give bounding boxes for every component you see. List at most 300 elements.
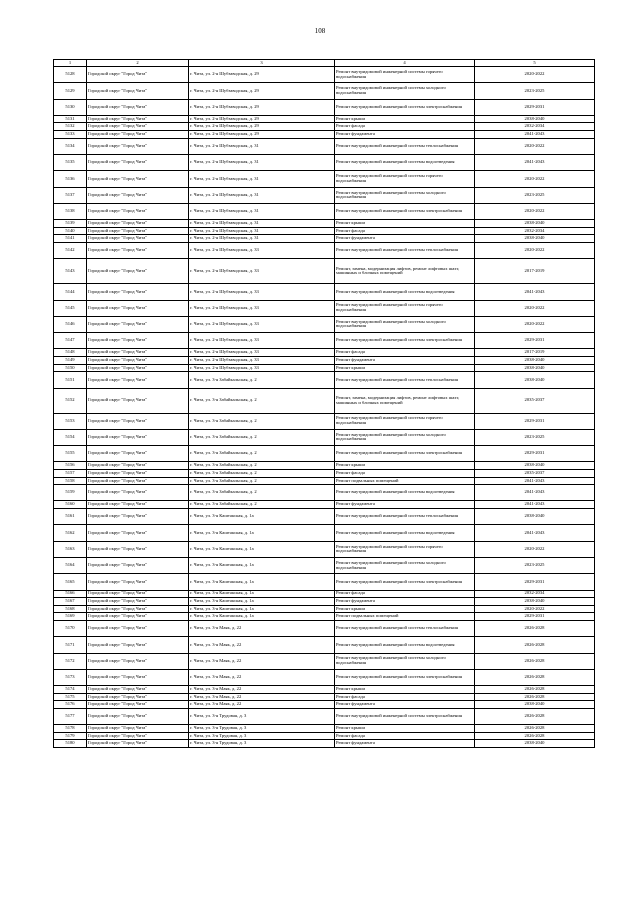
row-number-cell: 5178 — [54, 725, 87, 733]
municipality-cell: Городской округ "Город Чита" — [87, 316, 189, 332]
table-row — [54, 364, 595, 372]
municipality-cell: Городской округ "Город Чита" — [87, 333, 189, 349]
period-cell: 2038-2040 — [475, 372, 595, 388]
municipality-cell: Городской округ "Город Чита" — [87, 605, 189, 613]
period-cell: 2026-2028 — [475, 669, 595, 685]
municipality-cell: Городской округ "Город Чита" — [87, 590, 189, 598]
page-number: 108 — [314, 27, 326, 35]
municipality-cell: Городской округ "Город Чита" — [87, 357, 189, 365]
work-type-cell: Ремонт внутридомовой инженерной системы холодного водоснабжения — [335, 653, 475, 669]
period-cell: 2041-2043 — [475, 131, 595, 139]
period-cell: 2026-2028 — [475, 637, 595, 653]
period-cell: 2038-2040 — [475, 740, 595, 748]
address-cell: г. Чита, ул. 2-я Шубзаводская, д. 31 — [189, 220, 335, 228]
municipality-cell: Городской округ "Город Чита" — [87, 446, 189, 462]
address-cell: г. Чита, ул. 3-я Забайкальская, д. 2 — [189, 446, 335, 462]
address-cell: г. Чита, ул. 2-я Шубзаводская, д. 31 — [189, 187, 335, 203]
work-type-cell: Ремонт внутридомовой инженерной системы электроснабжения — [335, 99, 475, 115]
row-number-cell: 5147 — [54, 333, 87, 349]
row-number-cell: 5131 — [54, 115, 87, 123]
work-type-cell: Ремонт внутридомовой инженерной системы горячего водоснабжения — [335, 67, 475, 83]
period-cell: 2023-2025 — [475, 83, 595, 99]
work-type-cell: Ремонт крыши — [335, 115, 475, 123]
table-row — [54, 469, 595, 477]
municipality-cell: Городской округ "Город Чита" — [87, 154, 189, 170]
period-cell: 2038-2040 — [475, 235, 595, 243]
row-number-cell: 5161 — [54, 509, 87, 525]
municipality-cell: Городской округ "Город Чита" — [87, 669, 189, 685]
table-body — [54, 60, 595, 748]
table-row — [54, 413, 595, 429]
address-cell: г. Чита, ул. 2-я Шубзаводская, д. 33 — [189, 242, 335, 258]
table-row — [54, 333, 595, 349]
period-cell: 2029-2031 — [475, 413, 595, 429]
municipality-cell: Городской округ "Город Чита" — [87, 701, 189, 709]
address-cell: г. Чита, ул. 2-я Шубзаводская, д. 31 — [189, 138, 335, 154]
work-type-cell: Ремонт фундамента — [335, 701, 475, 709]
table-row — [54, 349, 595, 357]
row-number-cell: 5151 — [54, 372, 87, 388]
period-cell: 2029-2031 — [475, 333, 595, 349]
table-row — [54, 316, 595, 332]
municipality-cell: Городской округ "Город Чита" — [87, 509, 189, 525]
row-number-cell: 5139 — [54, 220, 87, 228]
table-row — [54, 99, 595, 115]
table-row — [54, 357, 595, 365]
work-type-cell: Ремонт фасада — [335, 732, 475, 740]
work-type-cell: Ремонт фундамента — [335, 501, 475, 509]
address-cell: г. Чита, ул. 3-я Каштакская, д. 1а — [189, 509, 335, 525]
period-cell: 2032-2034 — [475, 123, 595, 131]
row-number-cell: 5153 — [54, 413, 87, 429]
work-type-cell: Ремонт фасада — [335, 349, 475, 357]
municipality-cell: Городской округ "Город Чита" — [87, 429, 189, 445]
municipality-cell: Городской округ "Город Чита" — [87, 187, 189, 203]
address-cell: г. Чита, ул. 3-я Трудовая, д. 3 — [189, 725, 335, 733]
municipality-cell: Городской округ "Город Чита" — [87, 637, 189, 653]
period-cell: 2020-2022 — [475, 605, 595, 613]
address-cell: г. Чита, ул. 3-я Маяк, д. 22 — [189, 637, 335, 653]
row-number-cell: 5149 — [54, 357, 87, 365]
work-type-cell: Ремонт внутридомовой инженерной системы электроснабжения — [335, 203, 475, 219]
header-cell: 5 — [475, 60, 595, 67]
table-row — [54, 598, 595, 606]
header-cell: 4 — [335, 60, 475, 67]
period-cell: 2020-2022 — [475, 203, 595, 219]
row-number-cell: 5170 — [54, 620, 87, 636]
table-row — [54, 477, 595, 485]
row-number-cell: 5172 — [54, 653, 87, 669]
work-type-cell: Ремонт, замена, модернизация лифтов, ремонт лифтовых шахт, машинных и блочных помещений — [335, 388, 475, 413]
address-cell: г. Чита, ул. 3-я Каштакская, д. 1а — [189, 525, 335, 541]
row-number-cell: 5154 — [54, 429, 87, 445]
address-cell: г. Чита, ул. 3-я Маяк, д. 22 — [189, 701, 335, 709]
address-cell: г. Чита, ул. 3-я Каштакская, д. 1а — [189, 613, 335, 621]
table-row — [54, 686, 595, 694]
municipality-cell: Городской округ "Город Чита" — [87, 686, 189, 694]
period-cell: 2020-2022 — [475, 171, 595, 187]
period-cell: 2026-2028 — [475, 725, 595, 733]
row-number-cell: 5135 — [54, 154, 87, 170]
table-row — [54, 485, 595, 501]
row-number-cell: 5166 — [54, 590, 87, 598]
address-cell: г. Чита, ул. 2-я Шубзаводская, д. 29 — [189, 67, 335, 83]
period-cell: 2038-2040 — [475, 357, 595, 365]
municipality-cell: Городской округ "Город Чита" — [87, 300, 189, 316]
table-row — [54, 693, 595, 701]
period-cell: 2029-2031 — [475, 574, 595, 590]
municipality-cell: Городской округ "Город Чита" — [87, 372, 189, 388]
row-number-cell: 5179 — [54, 732, 87, 740]
row-number-cell: 5176 — [54, 701, 87, 709]
address-cell: г. Чита, ул. 3-я Каштакская, д. 1а — [189, 557, 335, 573]
address-cell: г. Чита, ул. 3-я Трудовая, д. 3 — [189, 732, 335, 740]
work-type-cell: Ремонт внутридомовой инженерной системы водоотведения — [335, 284, 475, 300]
work-type-cell: Ремонт внутридомовой инженерной системы холодного водоснабжения — [335, 83, 475, 99]
work-type-cell: Ремонт крыши — [335, 364, 475, 372]
row-number-cell: 5180 — [54, 740, 87, 748]
row-number-cell: 5163 — [54, 541, 87, 557]
row-number-cell: 5146 — [54, 316, 87, 332]
period-cell: 2026-2028 — [475, 732, 595, 740]
table-row — [54, 653, 595, 669]
capital-repair-table — [53, 59, 595, 748]
table-row — [54, 446, 595, 462]
address-cell: г. Чита, ул. 3-я Каштакская, д. 1а — [189, 574, 335, 590]
period-cell: 2038-2040 — [475, 115, 595, 123]
work-type-cell: Ремонт внутридомовой инженерной системы водоотведения — [335, 154, 475, 170]
address-cell: г. Чита, ул. 3-я Каштакская, д. 1а — [189, 605, 335, 613]
address-cell: г. Чита, ул. 3-я Каштакская, д. 1а — [189, 541, 335, 557]
table-row — [54, 187, 595, 203]
row-number-cell: 5157 — [54, 469, 87, 477]
work-type-cell: Ремонт фасада — [335, 469, 475, 477]
address-cell: г. Чита, ул. 2-я Шубзаводская, д. 29 — [189, 99, 335, 115]
table-row — [54, 300, 595, 316]
row-number-cell: 5144 — [54, 284, 87, 300]
table-row — [54, 509, 595, 525]
period-cell: 2038-2040 — [475, 598, 595, 606]
address-cell: г. Чита, ул. 3-я Забайкальская, д. 2 — [189, 469, 335, 477]
table-row — [54, 171, 595, 187]
address-cell: г. Чита, ул. 3-я Маяк, д. 22 — [189, 686, 335, 694]
work-type-cell: Ремонт внутридомовой инженерной системы водоотведения — [335, 525, 475, 541]
table-row — [54, 462, 595, 470]
municipality-cell: Городской округ "Город Чита" — [87, 388, 189, 413]
municipality-cell: Городской округ "Город Чита" — [87, 67, 189, 83]
period-cell: 2023-2025 — [475, 187, 595, 203]
work-type-cell: Ремонт внутридомовой инженерной системы холодного водоснабжения — [335, 187, 475, 203]
work-type-cell: Ремонт внутридомовой инженерной системы горячего водоснабжения — [335, 300, 475, 316]
address-cell: г. Чита, ул. 3-я Забайкальская, д. 2 — [189, 501, 335, 509]
period-cell: 2041-2043 — [475, 485, 595, 501]
table-row — [54, 590, 595, 598]
address-cell: г. Чита, ул. 3-я Каштакская, д. 1а — [189, 598, 335, 606]
table-row — [54, 284, 595, 300]
municipality-cell: Городской округ "Город Чита" — [87, 203, 189, 219]
municipality-cell: Городской округ "Город Чита" — [87, 557, 189, 573]
period-cell: 2020-2022 — [475, 300, 595, 316]
period-cell: 2038-2040 — [475, 364, 595, 372]
address-cell: г. Чита, ул. 3-я Забайкальская, д. 2 — [189, 429, 335, 445]
period-cell: 2035-2037 — [475, 388, 595, 413]
work-type-cell: Ремонт крыши — [335, 605, 475, 613]
table-row — [54, 154, 595, 170]
municipality-cell: Городской округ "Город Чита" — [87, 242, 189, 258]
table-row — [54, 115, 595, 123]
row-number-cell: 5133 — [54, 131, 87, 139]
row-number-cell: 5174 — [54, 686, 87, 694]
address-cell: г. Чита, ул. 2-я Шубзаводская, д. 33 — [189, 300, 335, 316]
row-number-cell: 5177 — [54, 708, 87, 724]
work-type-cell: Ремонт внутридомовой инженерной системы электроснабжения — [335, 333, 475, 349]
work-type-cell: Ремонт внутридомовой инженерной системы теплоснабжения — [335, 372, 475, 388]
municipality-cell: Городской округ "Город Чита" — [87, 462, 189, 470]
municipality-cell: Городской округ "Город Чита" — [87, 284, 189, 300]
table-row — [54, 235, 595, 243]
municipality-cell: Городской округ "Город Чита" — [87, 131, 189, 139]
address-cell: г. Чита, ул. 3-я Каштакская, д. 1а — [189, 590, 335, 598]
row-number-cell: 5169 — [54, 613, 87, 621]
period-cell: 2029-2031 — [475, 446, 595, 462]
municipality-cell: Городской округ "Город Чита" — [87, 574, 189, 590]
work-type-cell: Ремонт внутридомовой инженерной системы холодного водоснабжения — [335, 557, 475, 573]
row-number-cell: 5175 — [54, 693, 87, 701]
municipality-cell: Городской округ "Город Чита" — [87, 732, 189, 740]
address-cell: г. Чита, ул. 3-я Маяк, д. 22 — [189, 653, 335, 669]
municipality-cell: Городской округ "Город Чита" — [87, 115, 189, 123]
municipality-cell: Городской округ "Город Чита" — [87, 541, 189, 557]
table-row — [54, 138, 595, 154]
municipality-cell: Городской округ "Город Чита" — [87, 598, 189, 606]
work-type-cell: Ремонт внутридомовой инженерной системы горячего водоснабжения — [335, 171, 475, 187]
table-row — [54, 557, 595, 573]
period-cell: 2026-2028 — [475, 693, 595, 701]
row-number-cell: 5145 — [54, 300, 87, 316]
work-type-cell: Ремонт внутридомовой инженерной системы теплоснабжения — [335, 138, 475, 154]
row-number-cell: 5136 — [54, 171, 87, 187]
period-cell: 2032-2034 — [475, 590, 595, 598]
row-number-cell: 5142 — [54, 242, 87, 258]
row-number-cell: 5141 — [54, 235, 87, 243]
address-cell: г. Чита, ул. 2-я Шубзаводская, д. 29 — [189, 123, 335, 131]
address-cell: г. Чита, ул. 3-я Забайкальская, д. 2 — [189, 477, 335, 485]
address-cell: г. Чита, ул. 2-я Шубзаводская, д. 29 — [189, 115, 335, 123]
address-cell: г. Чита, ул. 3-я Трудовая, д. 3 — [189, 740, 335, 748]
municipality-cell: Городской округ "Город Чита" — [87, 620, 189, 636]
row-number-cell: 5148 — [54, 349, 87, 357]
row-number-cell: 5162 — [54, 525, 87, 541]
municipality-cell: Городской округ "Город Чита" — [87, 501, 189, 509]
table-row — [54, 613, 595, 621]
period-cell: 2026-2028 — [475, 620, 595, 636]
municipality-cell: Городской округ "Город Чита" — [87, 740, 189, 748]
work-type-cell: Ремонт крыши — [335, 725, 475, 733]
municipality-cell: Городской округ "Город Чита" — [87, 99, 189, 115]
period-cell: 2023-2025 — [475, 429, 595, 445]
row-number-cell: 5128 — [54, 67, 87, 83]
period-cell: 2020-2022 — [475, 67, 595, 83]
period-cell: 2020-2022 — [475, 316, 595, 332]
header-cell: 3 — [189, 60, 335, 67]
work-type-cell: Ремонт внутридомовой инженерной системы теплоснабжения — [335, 620, 475, 636]
work-type-cell: Ремонт фундамента — [335, 598, 475, 606]
period-cell: 2038-2040 — [475, 220, 595, 228]
period-cell: 2041-2043 — [475, 525, 595, 541]
municipality-cell: Городской округ "Город Чита" — [87, 693, 189, 701]
address-cell: г. Чита, ул. 2-я Шубзаводская, д. 33 — [189, 357, 335, 365]
table-row — [54, 259, 595, 284]
period-cell: 2041-2043 — [475, 501, 595, 509]
work-type-cell: Ремонт подвальных помещений — [335, 613, 475, 621]
table-row — [54, 740, 595, 748]
table-row — [54, 620, 595, 636]
address-cell: г. Чита, ул. 2-я Шубзаводская, д. 29 — [189, 83, 335, 99]
row-number-cell: 5152 — [54, 388, 87, 413]
work-type-cell: Ремонт крыши — [335, 462, 475, 470]
period-cell: 2038-2040 — [475, 509, 595, 525]
row-number-cell: 5168 — [54, 605, 87, 613]
address-cell: г. Чита, ул. 3-я Забайкальская, д. 2 — [189, 388, 335, 413]
work-type-cell: Ремонт фундамента — [335, 235, 475, 243]
address-cell: г. Чита, ул. 3-я Маяк, д. 22 — [189, 669, 335, 685]
row-number-cell: 5173 — [54, 669, 87, 685]
work-type-cell: Ремонт внутридомовой инженерной системы горячего водоснабжения — [335, 413, 475, 429]
municipality-cell: Городской округ "Город Чита" — [87, 469, 189, 477]
municipality-cell: Городской округ "Город Чита" — [87, 653, 189, 669]
row-number-cell: 5137 — [54, 187, 87, 203]
row-number-cell: 5171 — [54, 637, 87, 653]
municipality-cell: Городской округ "Город Чита" — [87, 220, 189, 228]
row-number-cell: 5143 — [54, 259, 87, 284]
period-cell: 2038-2040 — [475, 701, 595, 709]
table-row — [54, 67, 595, 83]
row-number-cell: 5138 — [54, 203, 87, 219]
address-cell: г. Чита, ул. 2-я Шубзаводская, д. 31 — [189, 235, 335, 243]
table-row — [54, 388, 595, 413]
work-type-cell: Ремонт фундамента — [335, 131, 475, 139]
row-number-cell: 5167 — [54, 598, 87, 606]
period-cell: 2035-2037 — [475, 469, 595, 477]
row-number-cell: 5129 — [54, 83, 87, 99]
municipality-cell: Городской округ "Город Чита" — [87, 349, 189, 357]
work-type-cell: Ремонт внутридомовой инженерной системы водоотведения — [335, 637, 475, 653]
address-cell: г. Чита, ул. 3-я Маяк, д. 22 — [189, 620, 335, 636]
row-number-cell: 5132 — [54, 123, 87, 131]
work-type-cell: Ремонт внутридомовой инженерной системы холодного водоснабжения — [335, 316, 475, 332]
period-cell: 2032-2034 — [475, 227, 595, 235]
work-type-cell: Ремонт внутридомовой инженерной системы электроснабжения — [335, 708, 475, 724]
table-row — [54, 203, 595, 219]
municipality-cell: Городской округ "Город Чита" — [87, 83, 189, 99]
table-row — [54, 83, 595, 99]
address-cell: г. Чита, ул. 3-я Забайкальская, д. 2 — [189, 413, 335, 429]
table-row — [54, 131, 595, 139]
work-type-cell: Ремонт внутридомовой инженерной системы холодного водоснабжения — [335, 429, 475, 445]
period-cell: 2029-2031 — [475, 99, 595, 115]
period-cell: 2020-2022 — [475, 138, 595, 154]
header-cell: 1 — [54, 60, 87, 67]
work-type-cell: Ремонт фасада — [335, 693, 475, 701]
address-cell: г. Чита, ул. 3-я Маяк, д. 22 — [189, 693, 335, 701]
work-type-cell: Ремонт подвальных помещений — [335, 477, 475, 485]
work-type-cell: Ремонт внутридомовой инженерной системы электроснабжения — [335, 446, 475, 462]
row-number-cell: 5155 — [54, 446, 87, 462]
period-cell: 2026-2028 — [475, 686, 595, 694]
address-cell: г. Чита, ул. 2-я Шубзаводская, д. 33 — [189, 316, 335, 332]
period-cell: 2026-2028 — [475, 653, 595, 669]
period-cell: 2017-2019 — [475, 349, 595, 357]
work-type-cell: Ремонт внутридомовой инженерной системы электроснабжения — [335, 574, 475, 590]
table-row — [54, 429, 595, 445]
row-number-cell: 5164 — [54, 557, 87, 573]
address-cell: г. Чита, ул. 3-я Забайкальская, д. 2 — [189, 462, 335, 470]
municipality-cell: Городской округ "Город Чита" — [87, 123, 189, 131]
table-row — [54, 501, 595, 509]
period-cell: 2029-2031 — [475, 613, 595, 621]
period-cell: 2041-2043 — [475, 477, 595, 485]
work-type-cell: Ремонт фасада — [335, 590, 475, 598]
address-cell: г. Чита, ул. 3-я Забайкальская, д. 2 — [189, 485, 335, 501]
period-cell: 2041-2043 — [475, 284, 595, 300]
municipality-cell: Городской округ "Город Чита" — [87, 413, 189, 429]
address-cell: г. Чита, ул. 3-я Забайкальская, д. 2 — [189, 372, 335, 388]
municipality-cell: Городской округ "Город Чита" — [87, 485, 189, 501]
table-row — [54, 708, 595, 724]
row-number-cell: 5156 — [54, 462, 87, 470]
table-row — [54, 220, 595, 228]
period-cell: 2020-2022 — [475, 541, 595, 557]
table-row — [54, 701, 595, 709]
row-number-cell: 5134 — [54, 138, 87, 154]
table-row — [54, 669, 595, 685]
header-row — [54, 60, 595, 67]
municipality-cell: Городской округ "Город Чита" — [87, 138, 189, 154]
row-number-cell: 5150 — [54, 364, 87, 372]
municipality-cell: Городской округ "Город Чита" — [87, 525, 189, 541]
address-cell: г. Чита, ул. 2-я Шубзаводская, д. 33 — [189, 284, 335, 300]
row-number-cell: 5140 — [54, 227, 87, 235]
work-type-cell: Ремонт внутридомовой инженерной системы электроснабжения — [335, 669, 475, 685]
address-cell: г. Чита, ул. 3-я Трудовая, д. 3 — [189, 708, 335, 724]
municipality-cell: Городской округ "Город Чита" — [87, 725, 189, 733]
address-cell: г. Чита, ул. 2-я Шубзаводская, д. 29 — [189, 131, 335, 139]
address-cell: г. Чита, ул. 2-я Шубзаводская, д. 31 — [189, 203, 335, 219]
municipality-cell: Городской округ "Город Чита" — [87, 171, 189, 187]
table-row — [54, 525, 595, 541]
municipality-cell: Городской округ "Город Чита" — [87, 364, 189, 372]
address-cell: г. Чита, ул. 2-я Шубзаводская, д. 31 — [189, 154, 335, 170]
work-type-cell: Ремонт фасада — [335, 123, 475, 131]
table-row — [54, 242, 595, 258]
work-type-cell: Ремонт фундамента — [335, 740, 475, 748]
work-type-cell: Ремонт фасада — [335, 227, 475, 235]
address-cell: г. Чита, ул. 2-я Шубзаводская, д. 33 — [189, 259, 335, 284]
address-cell: г. Чита, ул. 2-я Шубзаводская, д. 33 — [189, 364, 335, 372]
address-cell: г. Чита, ул. 2-я Шубзаводская, д. 31 — [189, 171, 335, 187]
table-row — [54, 227, 595, 235]
row-number-cell: 5158 — [54, 477, 87, 485]
table-row — [54, 574, 595, 590]
municipality-cell: Городской округ "Город Чита" — [87, 477, 189, 485]
table-row — [54, 605, 595, 613]
period-cell: 2038-2040 — [475, 462, 595, 470]
period-cell: 2017-2019 — [475, 259, 595, 284]
table-row — [54, 123, 595, 131]
municipality-cell: Городской округ "Город Чита" — [87, 259, 189, 284]
period-cell: 2023-2025 — [475, 557, 595, 573]
work-type-cell: Ремонт внутридомовой инженерной системы теплоснабжения — [335, 509, 475, 525]
